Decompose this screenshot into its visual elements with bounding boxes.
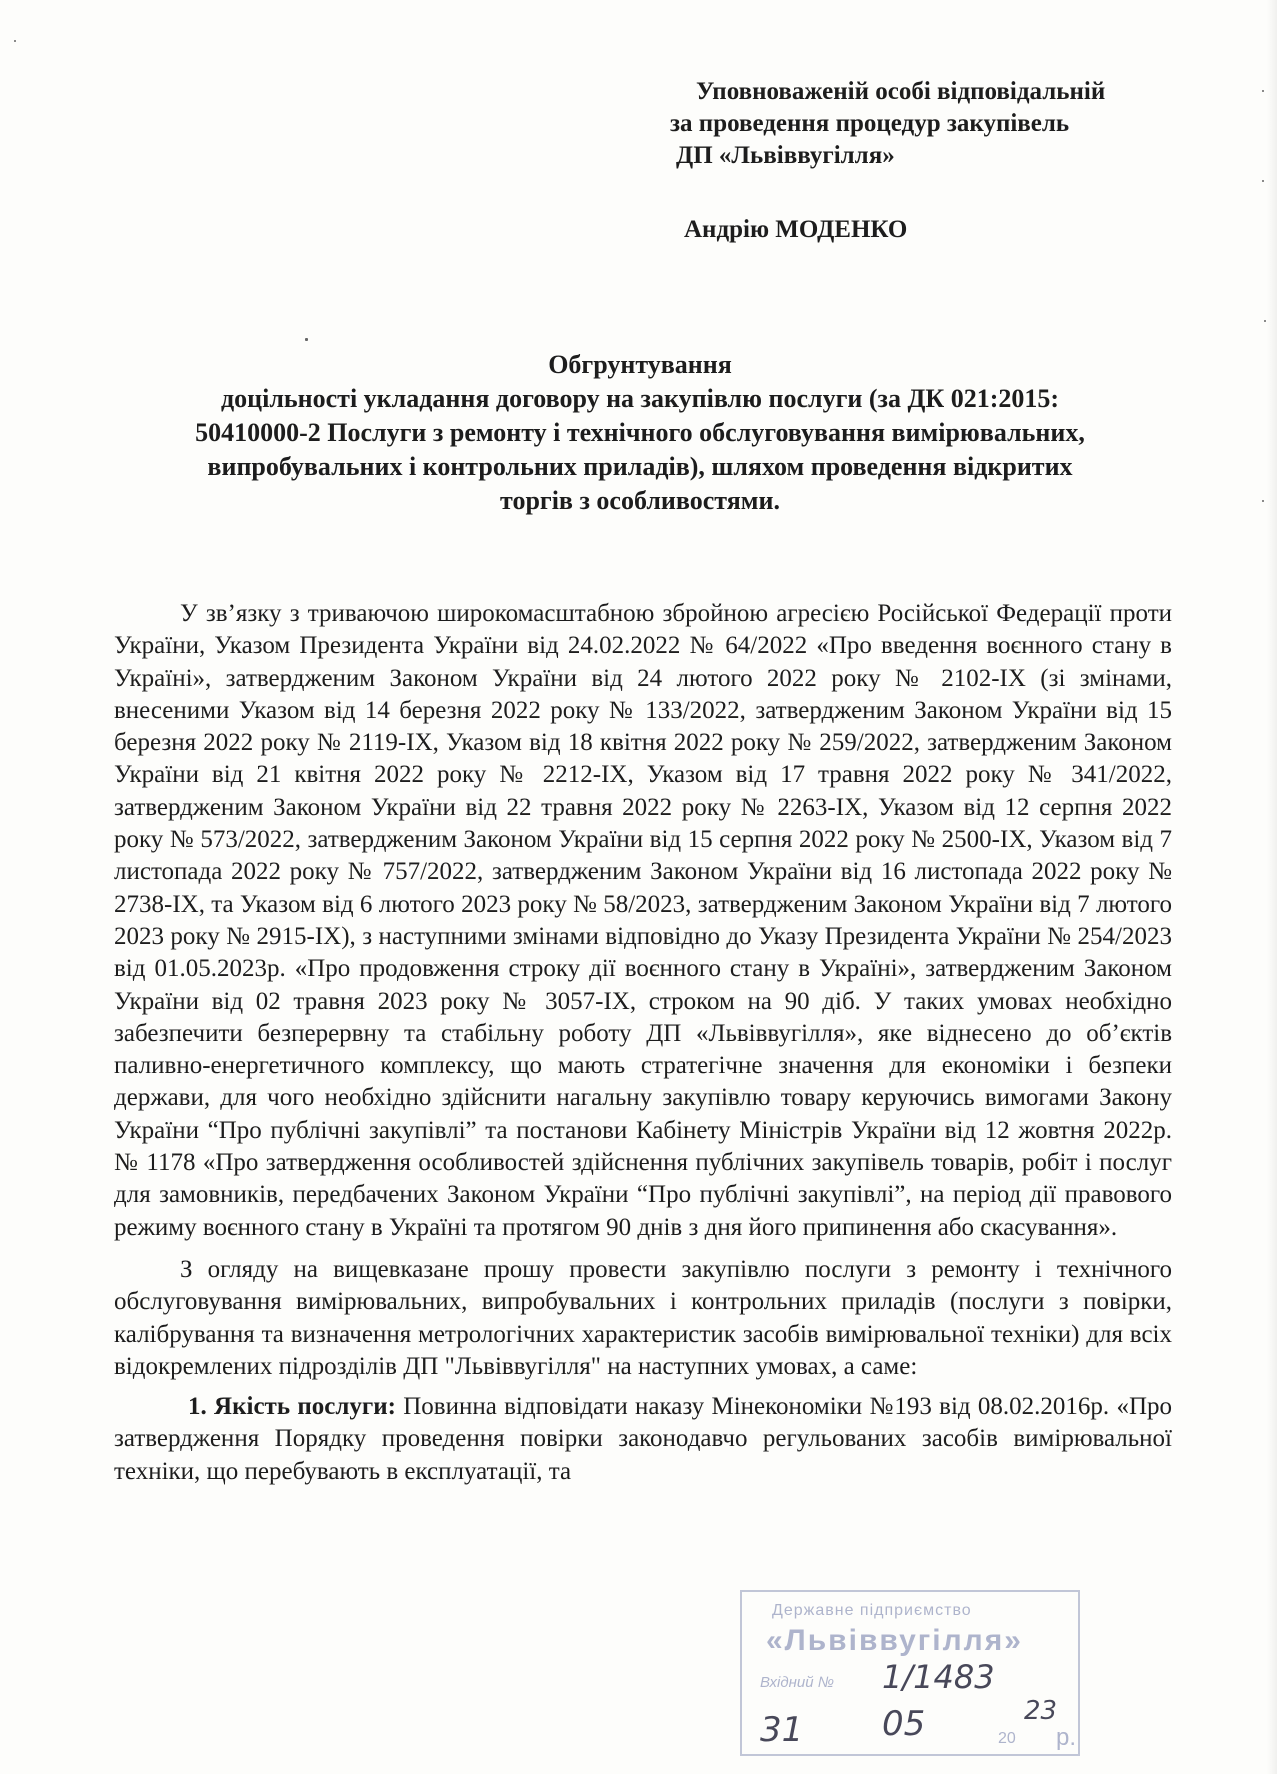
stamp-month: 05 — [882, 1704, 926, 1744]
registration-stamp — [740, 1590, 1080, 1756]
addressee-block — [670, 76, 1105, 246]
title-line-4: торгів з особливостями. — [500, 486, 780, 515]
list-item-1-label: 1. Якість послуги: — [188, 1393, 396, 1421]
addressee-name: Андрію МОДЕНКО — [684, 216, 908, 243]
stamp-org: «Львіввугілля» — [766, 1624, 1023, 1657]
scan-speck — [1264, 320, 1266, 322]
stamp-year-handwritten: 23 — [1024, 1696, 1058, 1726]
document-title — [110, 348, 1170, 518]
title-heading: Обгрунтування — [548, 350, 732, 379]
stamp-day: 31 — [760, 1710, 804, 1750]
scan-speck — [1262, 180, 1264, 182]
addressee-line-3: ДП «Львіввугілля» — [676, 142, 895, 169]
stamp-year-prefix: 20 — [998, 1730, 1016, 1747]
stamp-number-label: Вхідний № — [760, 1674, 834, 1691]
stamp-org-small: Державне підприємство — [772, 1602, 972, 1619]
addressee-line-1: Уповноваженій особі відповідальній — [696, 78, 1106, 105]
addressee-line-2: за проведення процедур закупівель — [670, 110, 1070, 137]
title-line-1: доцільності укладання договору на закупівлю послуги (за ДК 021:2015: — [220, 384, 1060, 413]
scan-speck — [1262, 90, 1264, 92]
stamp-number: 1/1483 — [882, 1658, 995, 1696]
body-paragraph-1: У зв’язку з триваючою широкомасштабною збройною агресією Російської Федерації проти України, Указом Президента України від 24.02.2022 № 64/2022 «Про введення воєнного стану в Україні», затвердженим Законом України від 24 лютого 2022 року № 2102-IX (зі змінами, внесеними Указом від 14 березня 2022 року № 133/2022, затвердженим Законом України від 15 березня 2022 року № 2119-IX, Указом від 18 квітня 2022 року № 259/2022, затвердженим Законом України від 21 квітня 2022 року № 2212-IX, Указом від 17 травня 2022 року № 341/2022, затвердженим Законом України від 22 травня 2022 року № 2263-IX, Указом від 12 серпня 2022 року № 573/2022, затвердженим Законом України від 15 серпня 2022 року № 2500-IX, Указом від 7 листопада 2022 року № 757/2022, затвердженим Законом України від 16 листопада 2022 року № 2738-IX, та Указом від 6 лютого 2023 року № 58/2023, затвердженим Законом України від 7 лютого 2023 року № 2915-IX), з наступними змінами відповідно до Указу Президента України № 254/2023 від 01.05.2023р. «Про продовження строку дії воєнного стану в Україні», затвердженим Законом України від 02 травня 2023 року № 3057-IX, строком на 90 діб. У таких умовах необхідно забезпечити безперервну та стабільну роботу ДП «Львіввугілля», яке віднесено до об’єктів паливно-енергетичного комплексу, що мають стратегічне значення для економіки і безпеки держави, для чого необхідно здійснити нагальну закупівлю товару керуючись вимогами Закону України “Про публічні закупівлі” та постанови Кабінету Міністрів України від 12 жовтня 2022р. № 1178 «Про затвердження особливостей здійснення публічних закупівель товарів, робіт і послуг для замовників, передбачених Законом України “Про публічні закупівлі”, на період дії правового режиму воєнного стану в Україні та протягом 90 днів з дня його припинення або скасування». — [114, 600, 1172, 1241]
stamp-year-suffix: р. — [1056, 1724, 1077, 1751]
title-line-3: випробувальних і контрольних приладів), шляхом проведення відкритих — [207, 452, 1073, 481]
body-paragraph-2: З огляду на вищевказане прошу провести закупівлю послуги з ремонту і технічного обслуговування вимірювальних, випробувальних і контрольних приладів (послуги з повірки, калібрування та визначення метрологічних характеристик засобів вимірювальної техніки) для всіх відокремлених підрозділів ДП "Львіввугілля" на наступних умовах, а саме: — [114, 1255, 1172, 1380]
scan-edge-shadow — [1267, 0, 1277, 1774]
title-line-2: 50410000-2 Послуги з ремонту і технічного обслуговування вимірювальних, — [195, 418, 1085, 447]
scan-speck — [1262, 500, 1264, 502]
list-item-1-text: Повинна відповідати наказу Мінекономіки №193 від 08.02.2016р. «Про затвердження Порядку проведення повірки законодавчо регульованих засобів вимірювальної техніки, що перебувають в експлуатації, та — [114, 1393, 1173, 1485]
scan-speck — [305, 338, 308, 341]
list-item-1 — [114, 1391, 1172, 1488]
document-body — [114, 598, 1172, 1488]
scan-speck — [14, 40, 16, 42]
